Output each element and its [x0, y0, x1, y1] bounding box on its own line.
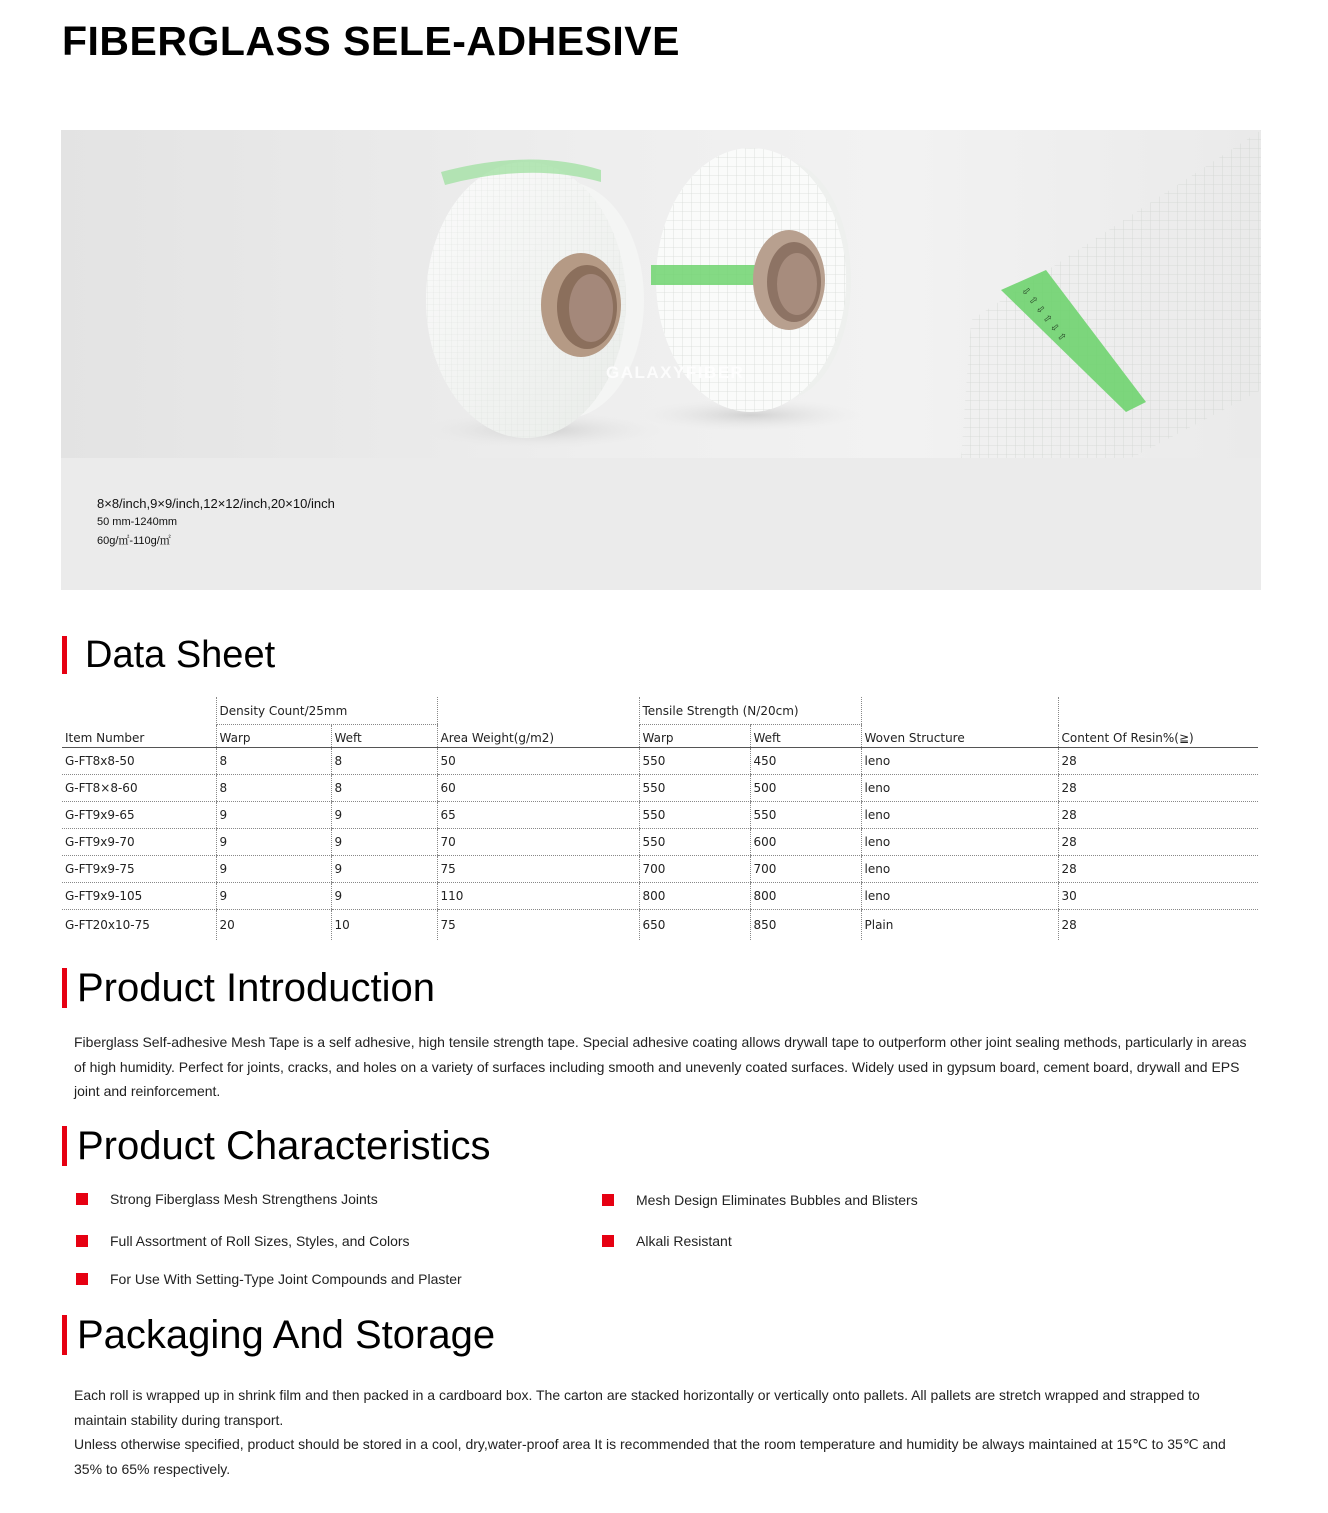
cell-resin: 28 [1058, 829, 1258, 856]
cell-woven: leno [861, 748, 1058, 775]
product-banner [61, 130, 1261, 590]
table-row [62, 883, 1258, 910]
packaging-heading: Packaging And Storage [62, 1315, 495, 1355]
page-title: FIBERGLASS SELE-ADHESIVE [62, 18, 680, 64]
cell-resin: 28 [1058, 775, 1258, 802]
col-item-number: Item Number [62, 725, 216, 748]
cell-tensile-weft: 800 [750, 883, 861, 910]
cell-woven: leno [861, 883, 1058, 910]
cell-resin: 30 [1058, 883, 1258, 910]
datasheet-heading: Data Sheet [62, 636, 275, 674]
cell-area-weight: 75 [437, 856, 639, 883]
introduction-text: Fiberglass Self-adhesive Mesh Tape is a self adhesive, high tensile strength tape. Special adhesive coating allows drywall tape to outperform other joint sealing methods, particularly in areas of high humidity. Perfect for joints, cracks, and holes on a variety of surfaces including smooth and unevenly coated surfaces. Widely used in gypsum board, cement board, drywall and EPS joint and reinforcement. [74, 1034, 1247, 1099]
cell-tensile-warp: 550 [639, 802, 750, 829]
packaging-text [74, 1383, 1254, 1481]
cell-tensile-warp: 700 [639, 856, 750, 883]
tape-rolls-illustration [61, 130, 1261, 458]
col-tensile-weft: Weft [750, 725, 861, 748]
red-square-bullet-icon [602, 1194, 614, 1206]
table-row [62, 910, 1258, 941]
tensile-group-header: Tensile Strength (N/20cm) [639, 697, 861, 725]
product-photo [61, 130, 1261, 458]
cell-area-weight: 75 [437, 910, 639, 941]
feature-label: Full Assortment of Roll Sizes, Styles, and Colors [110, 1233, 410, 1249]
cell-warp: 9 [216, 856, 331, 883]
table-group-header-row [62, 697, 1258, 725]
introduction-heading: Product Introduction [62, 968, 435, 1008]
cell-warp: 9 [216, 883, 331, 910]
cell-weft: 8 [331, 775, 437, 802]
feature-label: Mesh Design Eliminates Bubbles and Blisters [636, 1192, 918, 1208]
cell-weft: 9 [331, 856, 437, 883]
cell-warp: 8 [216, 748, 331, 775]
cell-tensile-weft: 500 [750, 775, 861, 802]
red-square-bullet-icon [76, 1273, 88, 1285]
cell-item: G-FT20x10-75 [65, 918, 150, 932]
table-row [62, 775, 1258, 802]
col-woven-structure: Woven Structure [861, 725, 1058, 748]
cell-woven: leno [861, 802, 1058, 829]
cell-tensile-weft: 550 [750, 802, 861, 829]
cell-warp: 20 [216, 910, 331, 941]
red-square-bullet-icon [76, 1193, 88, 1205]
feature-label: Strong Fiberglass Mesh Strengthens Joints [110, 1191, 378, 1207]
cell-resin: 28 [1058, 802, 1258, 829]
cell-tensile-warp: 550 [639, 829, 750, 856]
cell-warp: 8 [216, 775, 331, 802]
cell-weft: 8 [331, 748, 437, 775]
cell-area-weight: 65 [437, 802, 639, 829]
table-row [62, 748, 1258, 775]
cell-item: G-FT9x9-70 [62, 829, 216, 856]
cell-warp: 9 [216, 829, 331, 856]
cell-weft: 9 [331, 802, 437, 829]
characteristics-heading: Product Characteristics [62, 1126, 490, 1166]
cell-woven: leno [861, 856, 1058, 883]
spec-density: 8×8/inch,9×9/inch,12×12/inch,20×10/inch [97, 496, 335, 511]
table-row [62, 802, 1258, 829]
col-density-warp: Warp [216, 725, 331, 748]
watermark-text: GALAXYFIBER [606, 363, 745, 382]
cell-area-weight: 110 [437, 883, 639, 910]
cell-area-weight: 70 [437, 829, 639, 856]
cell-area-weight: 60 [437, 775, 639, 802]
packaging-paragraph: Each roll is wrapped up in shrink film and then packed in a cardboard box. The carton are stacked horizontally or vertically onto pallets. All pallets are stretch wrapped and strapped to maintain stability during transport. [74, 1387, 1200, 1428]
table-row [62, 856, 1258, 883]
storage-paragraph: Unless otherwise specified, product should be stored in a cool, dry,water-proof area It is recommended that the room temperature and humidity be always maintained at 15℃ to 35℃ and 35% to 65% respectively. [74, 1436, 1226, 1477]
cell-tensile-warp: 550 [639, 775, 750, 802]
cell-weft: 10 [331, 910, 437, 941]
spec-summary [97, 496, 335, 548]
spec-weight: 60g/㎡-110g/㎡ [97, 535, 171, 547]
red-square-bullet-icon [76, 1235, 88, 1247]
cell-item: G-FT8x8-50 [62, 748, 216, 775]
feature-label: For Use With Setting-Type Joint Compounds and Plaster [110, 1271, 462, 1287]
cell-woven: leno [861, 775, 1058, 802]
cell-resin: 28 [1058, 748, 1258, 775]
table-row [62, 829, 1258, 856]
col-tensile-warp: Warp [639, 725, 750, 748]
cell-weft: 9 [331, 829, 437, 856]
feature-label: Alkali Resistant [636, 1233, 732, 1249]
cell-tensile-warp: 800 [639, 883, 750, 910]
cell-item: G-FT9x9-105 [62, 883, 216, 910]
green-tape-strip [651, 265, 756, 285]
cell-tensile-weft: 850 [750, 910, 861, 941]
svg-text:⇩ ⇧ ⇩ ⇧ ⇩ ⇧: ⇩ ⇧ ⇩ ⇧ ⇩ ⇧ [1018, 285, 1069, 344]
cell-weft: 9 [331, 883, 437, 910]
cell-item: G-FT8×8-60 [62, 775, 216, 802]
mesh-sheet [961, 130, 1261, 458]
cell-item: G-FT9x9-75 [62, 856, 216, 883]
cell-tensile-weft: 700 [750, 856, 861, 883]
cell-resin: 28 [1058, 856, 1258, 883]
cell-woven: Plain [861, 910, 1058, 941]
red-square-bullet-icon [602, 1235, 614, 1247]
cell-resin: 28 [1058, 910, 1258, 941]
col-resin-content: Content Of Resin%(≧) [1058, 725, 1258, 748]
cell-tensile-warp: 550 [639, 748, 750, 775]
tape-roll-left [426, 159, 644, 438]
cell-woven: leno [861, 829, 1058, 856]
spec-width: 50 mm-1240mm [97, 516, 178, 528]
cell-tensile-weft: 600 [750, 829, 861, 856]
col-area-weight: Area Weight(g/m2) [437, 725, 639, 748]
table-header-row [62, 725, 1258, 748]
cell-tensile-weft: 450 [750, 748, 861, 775]
cell-tensile-warp: 650 [639, 910, 750, 941]
cell-item: G-FT9x9-65 [62, 802, 216, 829]
cell-area-weight: 50 [437, 748, 639, 775]
col-density-weft: Weft [331, 725, 437, 748]
density-group-header: Density Count/25mm [216, 697, 437, 725]
cell-warp: 9 [216, 802, 331, 829]
data-sheet-table [62, 697, 1258, 940]
